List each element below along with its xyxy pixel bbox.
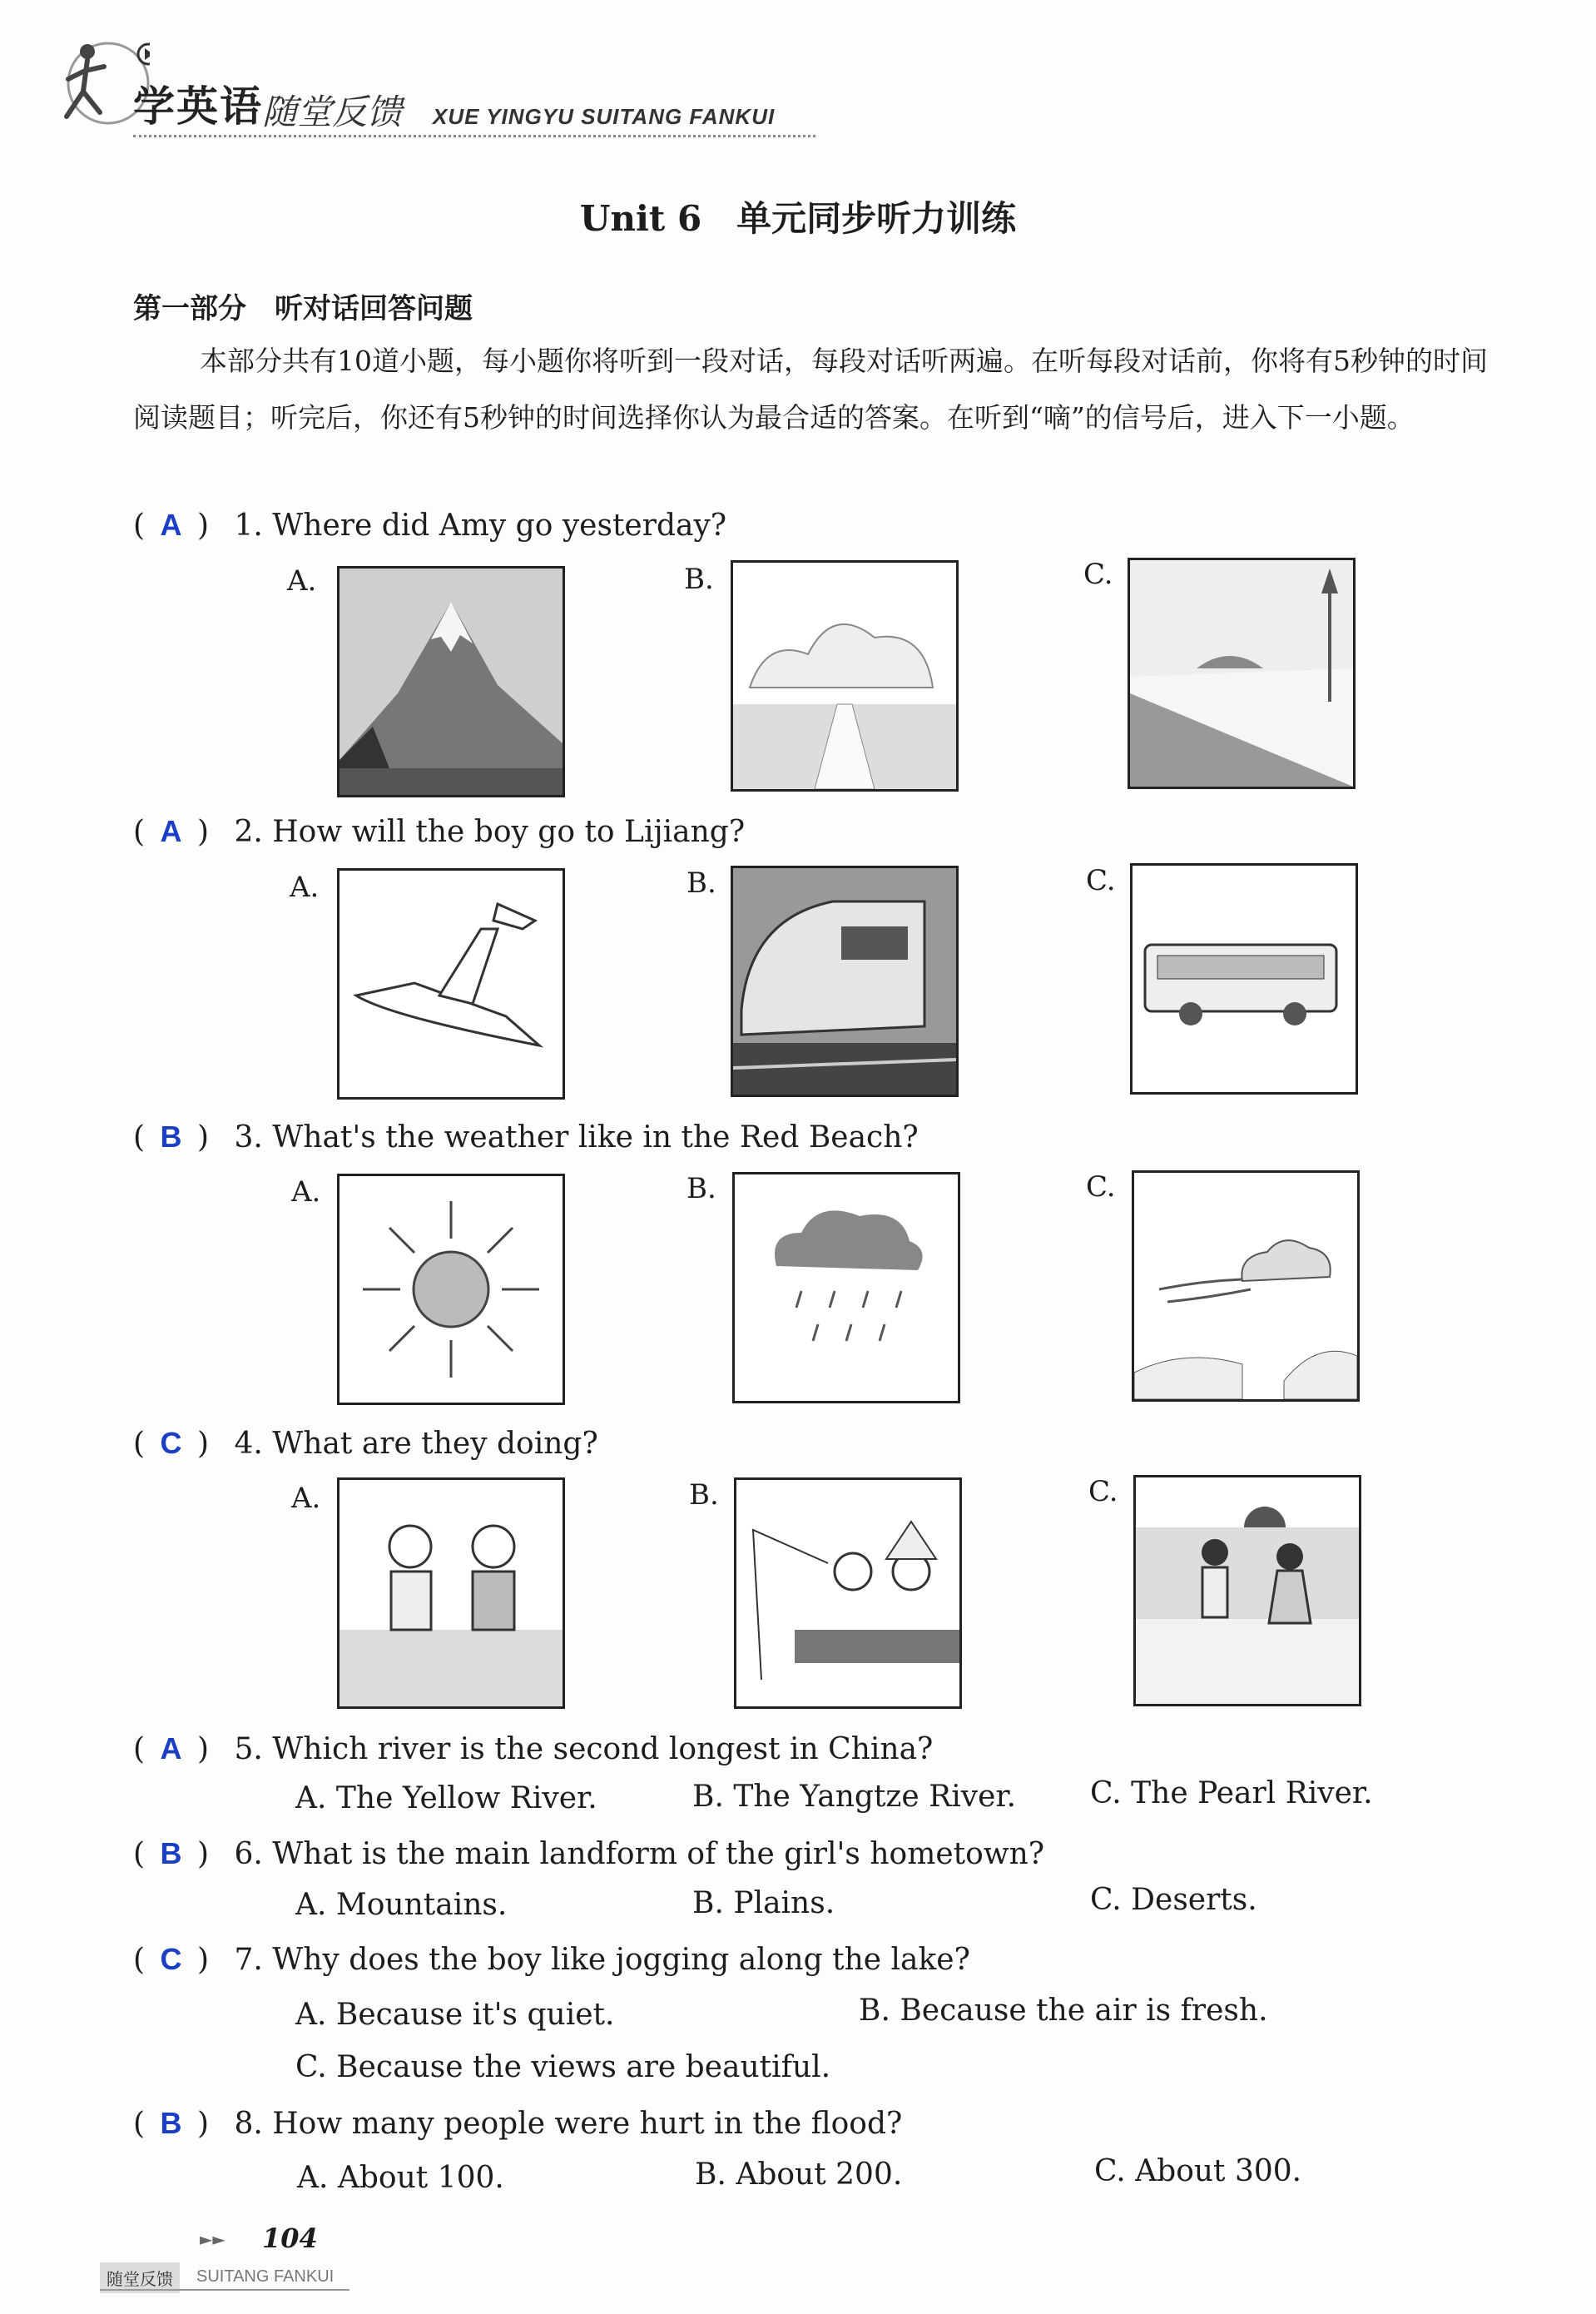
option-a: A. About 100. [297,2161,504,2195]
question-number: 2. [234,815,263,849]
question-number: 4. [234,1427,263,1461]
question-8: ( B ) 8. How many people were hurt in the flood? [133,2106,903,2141]
footer-divider [100,2289,349,2291]
picnic-picture-icon [337,1477,565,1709]
option-b: B. About 200. [695,2158,903,2192]
answer-4: C [160,1426,182,1460]
question-1: ( A ) 1. Where did Amy go yesterday? [133,508,727,543]
question-text: How many people were hurt in the flood? [272,2107,903,2141]
answer-2: A [160,814,182,848]
question-text: Where did Amy go yesterday? [272,509,727,543]
question-4: ( C ) 4. What are they doing? [133,1426,598,1461]
question-3: ( B ) 3. What's the weather like in the Red Beach? [133,1120,919,1155]
option-c: C. Deserts. [1090,1883,1257,1917]
option-c: C. Because the views are beautiful. [295,2050,831,2084]
question-text: How will the boy go to Lijiang? [272,815,746,849]
brand-title: 学英语 [133,82,263,131]
question-number: 8. [234,2107,263,2141]
option-label-c: C. [1083,558,1113,591]
windy-picture-icon [1132,1170,1360,1402]
answer-3: B [160,1120,182,1154]
option-label-b: B. [686,1172,716,1205]
option-a: A. Mountains. [295,1888,508,1922]
page-header [50,33,799,158]
page-number: 104 [262,2222,318,2254]
section-heading: 第一部分 听对话回答问题 [133,292,473,325]
sunrise-picture-icon [1133,1475,1361,1706]
option-label-a: A. [291,1482,321,1515]
question-number: 7. [234,1943,263,1977]
option-label-a: A. [290,871,320,904]
question-number: 3. [234,1120,263,1155]
page-title: Unit 6 单元同步听力训练 [579,198,1017,239]
bus-picture-icon [1130,863,1358,1095]
section-instructions: 本部分共有10道小题，每小题你将听到一段对话，每段对话听两遍。在听每段对话前，你将有5秒钟的时间阅读题目；听完后，你还有5秒钟的时间选择你认为最合适的答案。在听到“嘀”的信号后，进入下一小题。 [133,345,1488,434]
question-2: ( A ) 2. How will the boy go to Lijiang? [133,814,746,849]
answer-7: C [160,1942,182,1976]
answer-5: A [160,1731,182,1765]
mountain-picture-icon [337,566,565,797]
option-label-a: A. [287,564,317,598]
option-label-c: C. [1086,864,1116,897]
option-label-c: C. [1088,1475,1118,1508]
footer-tag-pinyin: SUITANG FANKUI [196,2267,335,2286]
question-6: ( B ) 6. What is the main landform of the girl's hometown? [133,1836,1045,1871]
option-label-b: B. [684,563,714,596]
answer-1: A [160,508,182,542]
option-label-b: B. [686,867,716,900]
fishing-picture-icon [734,1477,962,1709]
option-a: A. Because it's quiet. [295,1998,615,2032]
question-number: 6. [234,1837,263,1871]
question-number: 5. [234,1732,263,1766]
desert-picture-icon [1128,558,1356,789]
option-label-c: C. [1086,1170,1116,1204]
header-divider [133,135,815,137]
question-text: Which river is the second longest in China? [272,1732,934,1766]
arrow-icon: ►► [200,2229,226,2249]
question-text: What are they doing? [272,1427,598,1461]
answer-8: B [160,2106,182,2140]
brand-pinyin: XUE YINGYU SUITANG FANKUI [433,104,776,129]
option-label-b: B. [689,1478,719,1512]
rainy-picture-icon [732,1172,960,1403]
option-b: B. Plains. [692,1886,835,1920]
option-label-a: A. [291,1175,321,1209]
question-text: Why does the boy like jogging along the lake? [272,1943,970,1977]
footer-tag: 随堂反馈 [100,2262,180,2293]
option-c: C. The Pearl River. [1090,1776,1373,1810]
train-picture-icon [731,866,959,1097]
question-text: What's the weather like in the Red Beach? [272,1120,919,1155]
question-5: ( A ) 5. Which river is the second longest in China? [133,1731,934,1766]
plane-picture-icon [337,868,565,1100]
option-b: B. The Yangtze River. [692,1780,1017,1814]
question-text: What is the main landform of the girl's hometown? [272,1837,1045,1871]
sunny-picture-icon [337,1174,565,1405]
option-c: C. About 300. [1094,2154,1302,2188]
answer-6: B [160,1836,182,1870]
option-a: A. The Yellow River. [295,1781,597,1815]
question-number: 1. [234,509,263,543]
plains-picture-icon [731,560,959,792]
question-7: ( C ) 7. Why does the boy like jogging along the lake? [133,1942,970,1977]
option-b: B. Because the air is fresh. [859,1994,1268,2028]
brand-subtitle: 随堂反馈 [262,92,403,132]
